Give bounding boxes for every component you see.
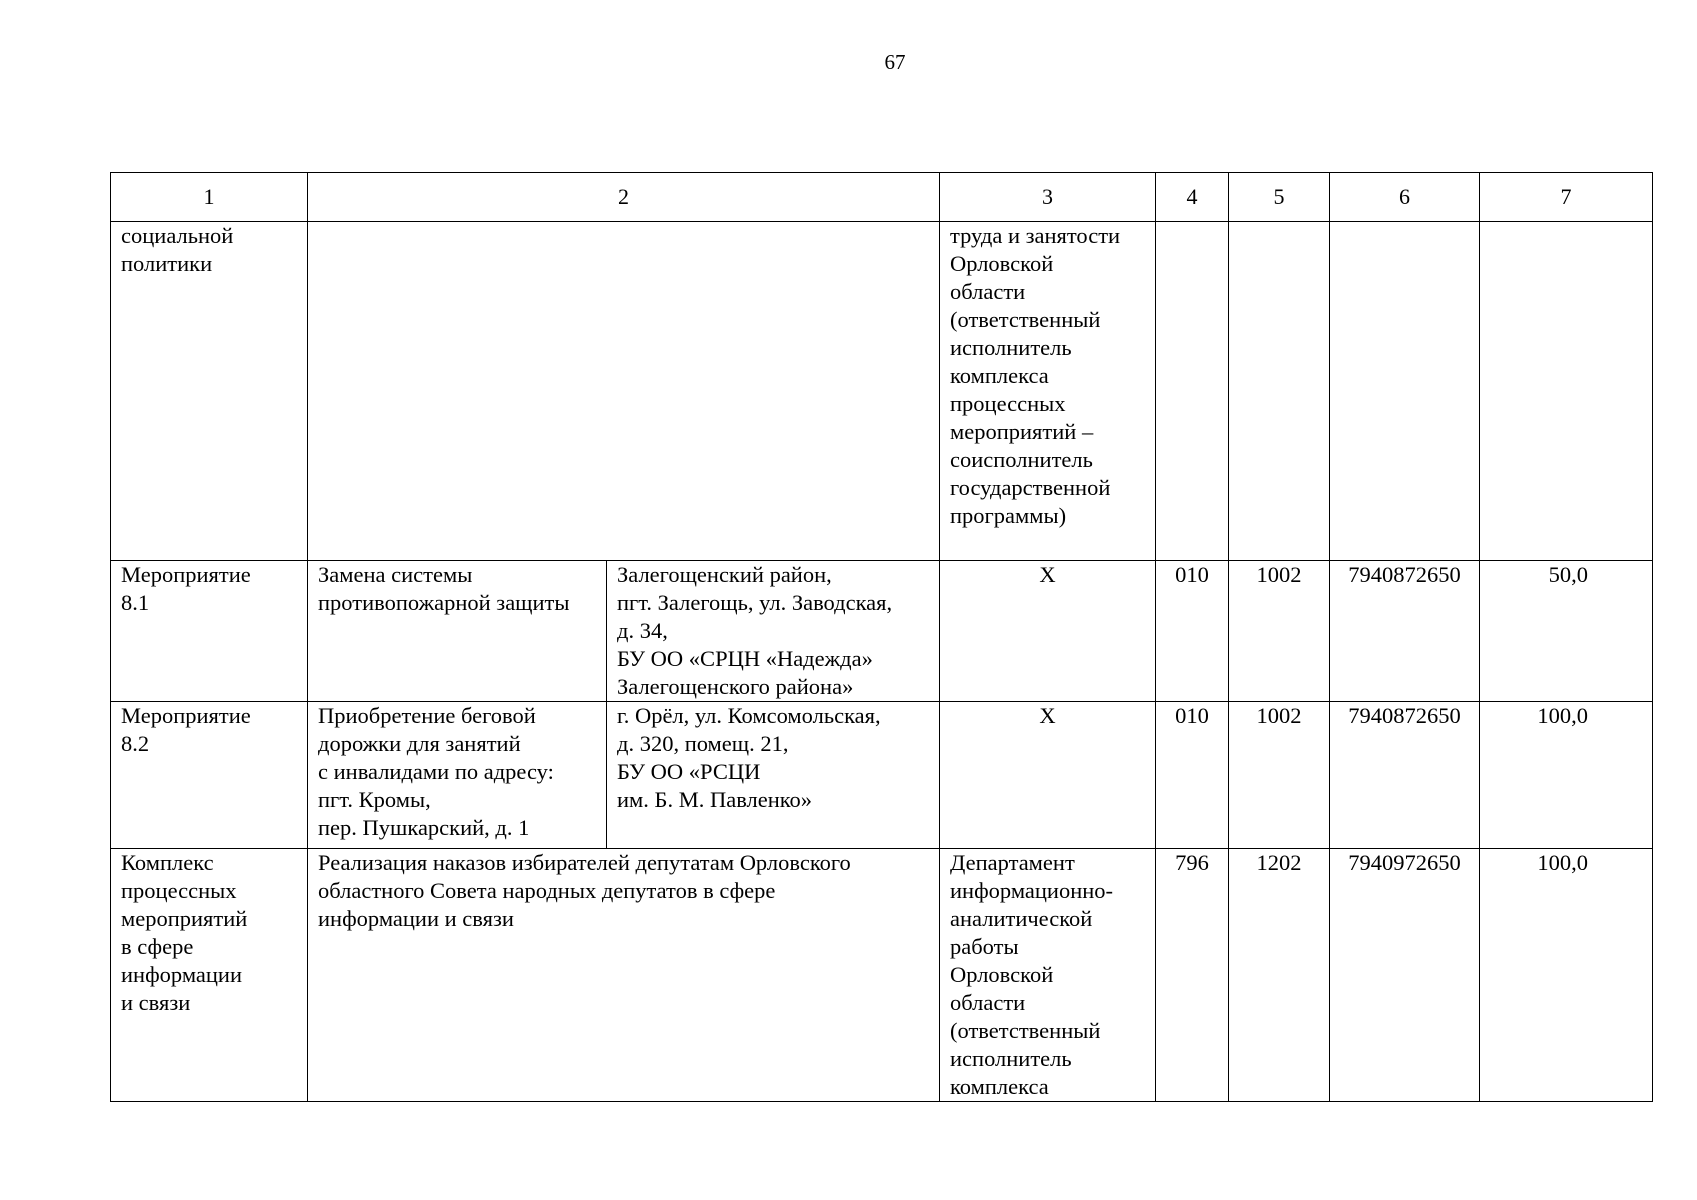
cell-name: Мероприятие 8.1 xyxy=(111,561,308,702)
header-cell-3: 3 xyxy=(940,173,1156,222)
table-header-row xyxy=(111,173,1653,222)
cell-address: Залегощенский район, пгт. Залегощь, ул. Заводская, д. 34, БУ ОО «СРЦН «Надежда» Залегощенского района» xyxy=(607,561,940,702)
cell-description: Замена системы противопожарной защиты xyxy=(308,561,607,702)
cell-col6: 7940972650 xyxy=(1330,849,1480,1102)
table-row-continuation xyxy=(111,222,1653,561)
cell-executor: Х xyxy=(940,702,1156,849)
table-row-measure-8-1 xyxy=(111,561,1653,702)
cell-col6: 7940872650 xyxy=(1330,561,1480,702)
cell-col5: 1202 xyxy=(1229,849,1330,1102)
header-cell-4: 4 xyxy=(1156,173,1229,222)
cell-name: Комплекс процессных мероприятий в сфере информации и связи xyxy=(111,849,308,1102)
cell-col7: 50,0 xyxy=(1480,561,1653,702)
cell-col4 xyxy=(1156,222,1229,561)
cell-description xyxy=(308,222,940,561)
header-cell-6: 6 xyxy=(1330,173,1480,222)
cell-col6 xyxy=(1330,222,1480,561)
page-number: 67 xyxy=(884,50,906,74)
cell-col7 xyxy=(1480,222,1653,561)
table-row-complex-information xyxy=(111,849,1653,1102)
header-cell-2: 2 xyxy=(308,173,940,222)
cell-col7: 100,0 xyxy=(1480,849,1653,1102)
header-cell-7: 7 xyxy=(1480,173,1653,222)
cell-executor: Департамент информационно- аналитической работы Орловской области (ответственный исполнитель комплекса xyxy=(940,849,1156,1102)
cell-name: Мероприятие 8.2 xyxy=(111,702,308,849)
cell-col4: 010 xyxy=(1156,561,1229,702)
cell-col5 xyxy=(1229,222,1330,561)
cell-name: социальной политики xyxy=(111,222,308,561)
header-cell-5: 5 xyxy=(1229,173,1330,222)
budget-table xyxy=(110,172,1653,1102)
header-cell-1: 1 xyxy=(111,173,308,222)
cell-description: Реализация наказов избирателей депутатам Орловского областного Совета народных депутатов в сфере информации и связи xyxy=(308,849,940,1102)
cell-col6: 7940872650 xyxy=(1330,702,1480,849)
cell-executor: Х xyxy=(940,561,1156,702)
cell-col4: 796 xyxy=(1156,849,1229,1102)
table-row-measure-8-2 xyxy=(111,702,1653,849)
cell-col7: 100,0 xyxy=(1480,702,1653,849)
cell-col4: 010 xyxy=(1156,702,1229,849)
cell-col5: 1002 xyxy=(1229,561,1330,702)
cell-address: г. Орёл, ул. Комсомольская, д. 320, помещ. 21, БУ ОО «РСЦИ им. Б. М. Павленко» xyxy=(607,702,940,849)
cell-description: Приобретение беговой дорожки для занятий с инвалидами по адресу: пгт. Кромы, пер. Пушкарский, д. 1 xyxy=(308,702,607,849)
cell-col5: 1002 xyxy=(1229,702,1330,849)
cell-executor: труда и занятости Орловской области (ответственный исполнитель комплекса процессных мероприятий – соисполнитель государственной программы) xyxy=(940,222,1156,561)
